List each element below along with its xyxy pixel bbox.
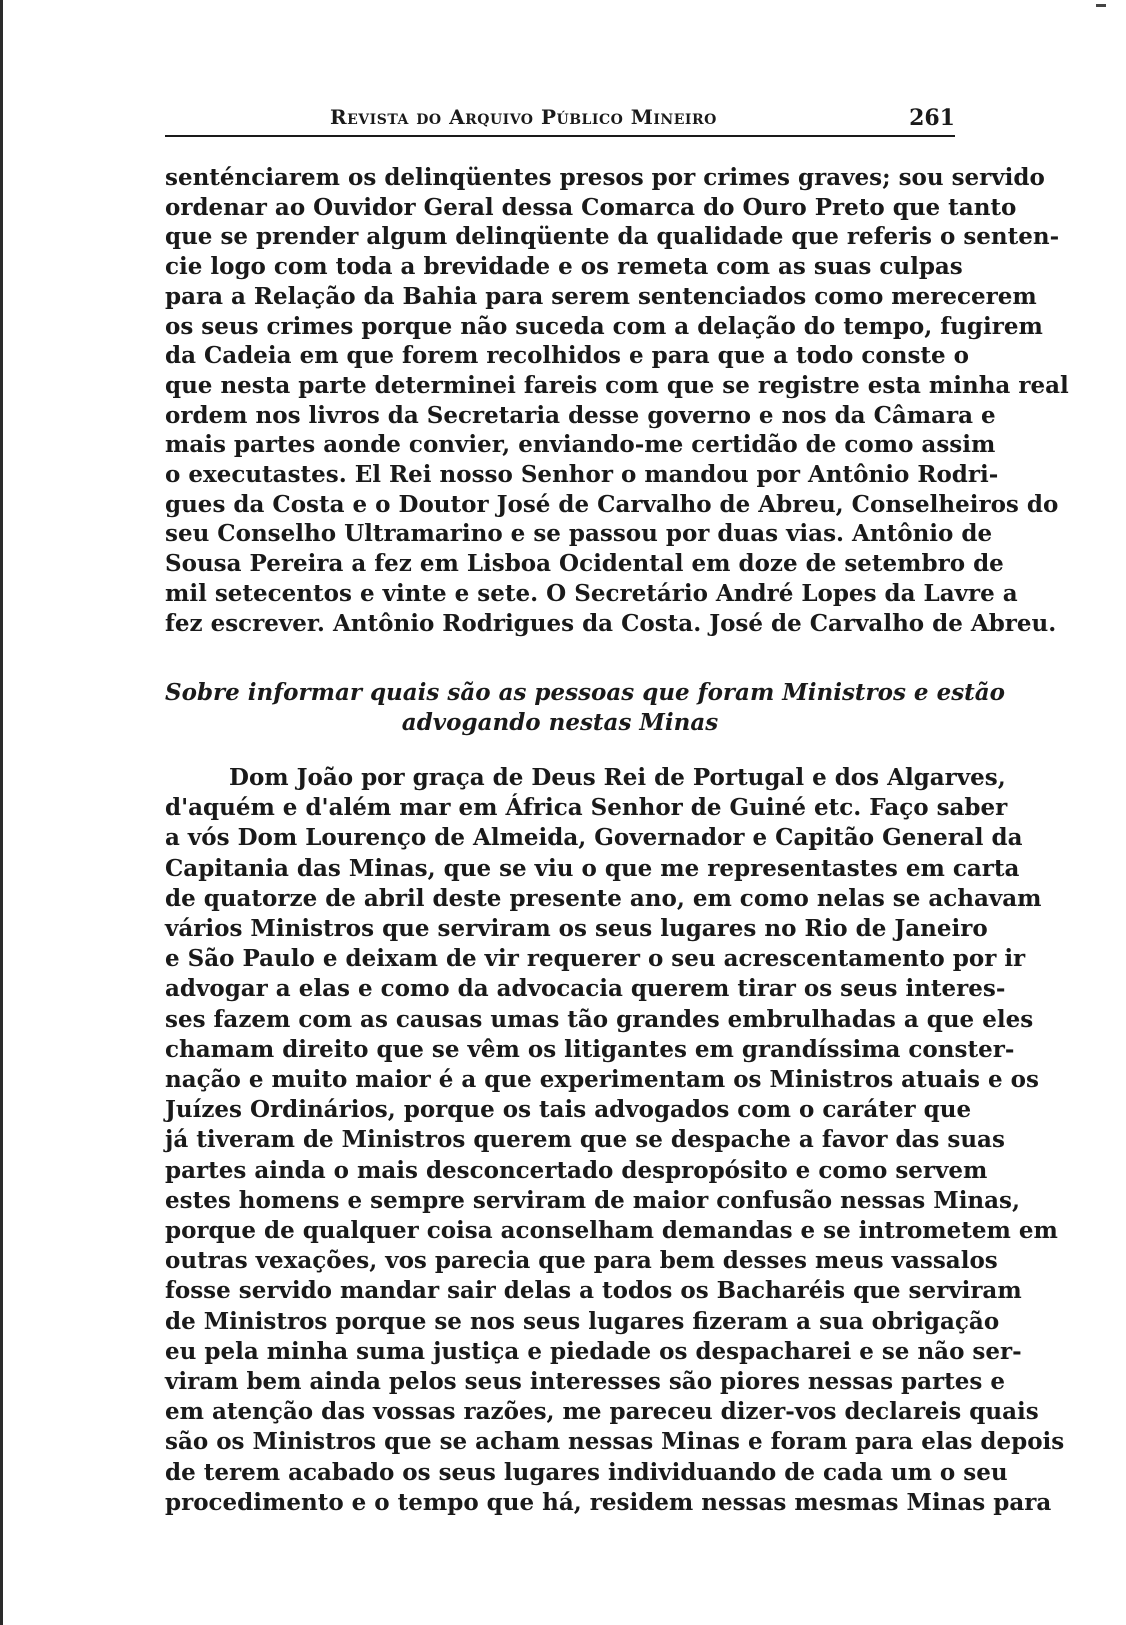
text-line: senténciarem os delinqüentes presos por crimes graves; sou servido [165,164,1045,191]
text-line: ordem nos livros da Secretaria desse governo e nos da Câmara e [165,401,996,429]
page-edge-shadow [0,0,3,1625]
text-line: ses fazem com as causas umas tão grandes embrulhadas a que eles [165,1005,1034,1033]
text-line: o executastes. El Rei nosso Senhor o mandou por Antônio Rodri- [165,461,999,489]
text-line: de quatorze de abril deste presente ano, em como nelas se achavam [165,884,1042,912]
text-line: Sobre informar quais são as pessoas que foram Ministros e estão [165,679,1006,706]
text-line: gues da Costa e o Doutor José de Carvalho de Abreu, Conselheiros do [165,490,1059,518]
text-line: d'aquém e d'além mar em África Senhor de Guiné etc. Faço saber [165,794,1008,822]
page-number: 261 [909,105,955,131]
text-line: mais partes aonde convier, enviando-me certidão de como assim [165,431,996,459]
text-line: eu pela minha suma justiça e piedade os despacharei e se não ser- [165,1337,1022,1365]
text-line: e São Paulo e deixam de vir requerer o seu acrescentamento por ir [165,945,1026,973]
text-line: mil setecentos e vinte e sete. O Secretário André Lopes da Lavre a [165,579,1018,607]
text-line: porque de qualquer coisa aconselham demandas e se intrometem em [165,1217,1058,1245]
text-line: a vós Dom Lourenço de Almeida, Governador e Capitão General da [165,824,1023,852]
text-line: viram bem ainda pelos seus interesses são piores nessas partes e [165,1368,1005,1396]
scan-mark [1096,4,1106,7]
text-line: nação e muito maior é a que experimentam os Ministros atuais e os [165,1066,1039,1094]
text-line: advogar a elas e como da advocacia querem tirar os seus interes- [165,975,1006,1003]
text-line: estes homens e sempre serviram de maior confusão nessas Minas, [165,1186,1021,1214]
text-line: que se prender algum delinqüente da qualidade que referis o senten- [165,223,1060,251]
text-line: fosse servido mandar sair delas a todos os Bacharéis que serviram [165,1277,1022,1305]
text-line: são os Ministros que se acham nessas Minas e foram para elas depois [165,1428,1065,1456]
text-line: de terem acabado os seus lugares individuando de cada um o seu [165,1458,1008,1486]
text-line: já tiveram de Ministros querem que se despache a favor das suas [165,1126,1005,1154]
text-line: os seus crimes porque não suceda com a delação do tempo, fugirem [165,312,1043,340]
text-line: Sousa Pereira a fez em Lisboa Ocidental em doze de setembro de [165,550,1004,578]
journal-title: Revista do Arquivo Público Mineiro [330,105,717,129]
text-line: de Ministros porque se nos seus lugares fizeram a sua obrigação [165,1307,1000,1335]
text-line: outras vexações, vos parecia que para bem desses meus vassalos [165,1247,998,1275]
text-line: seu Conselho Ultramarino e se passou por duas vias. Antônio de [165,520,993,548]
text-line: vários Ministros que serviram os seus lugares no Rio de Janeiro [165,915,988,943]
text-line: para a Relação da Bahia para serem sentenciados como merecerem [165,282,1037,310]
text-line: Juízes Ordinários, porque os tais advogados com o caráter que [165,1096,972,1124]
text-line: ordenar ao Ouvidor Geral dessa Comarca do Ouro Preto que tanto [165,193,1017,221]
text-line: Dom João por graça de Deus Rei de Portugal e dos Algarves, [229,764,1006,791]
text-line: da Cadeia em que forem recolhidos e para que a todo conste o [165,342,970,370]
paragraph-letter [165,763,1065,1518]
section-heading [165,678,1006,738]
text-line: Capitania das Minas, que se viu o que me representastes em carta [165,854,1020,882]
text-line: advogando nestas Minas [401,709,719,736]
running-header [165,105,955,137]
text-line: partes ainda o mais desconcertado despropósito e como servem [165,1156,988,1184]
text-line: cie logo com toda a brevidade e os remeta com as suas culpas [165,253,963,281]
paragraph-continued [165,163,1069,638]
text-line: fez escrever. Antônio Rodrigues da Costa. José de Carvalho de Abreu. [165,609,1057,637]
text-line: chamam direito que se vêm os litigantes em grandíssima conster- [165,1035,1015,1063]
text-line: procedimento e o tempo que há, residem nessas mesmas Minas para [165,1488,1052,1516]
text-line: que nesta parte determinei fareis com que se registre esta minha real [165,371,1069,399]
text-line: em atenção das vossas razões, me pareceu dizer-vos declareis quais [165,1398,1039,1426]
